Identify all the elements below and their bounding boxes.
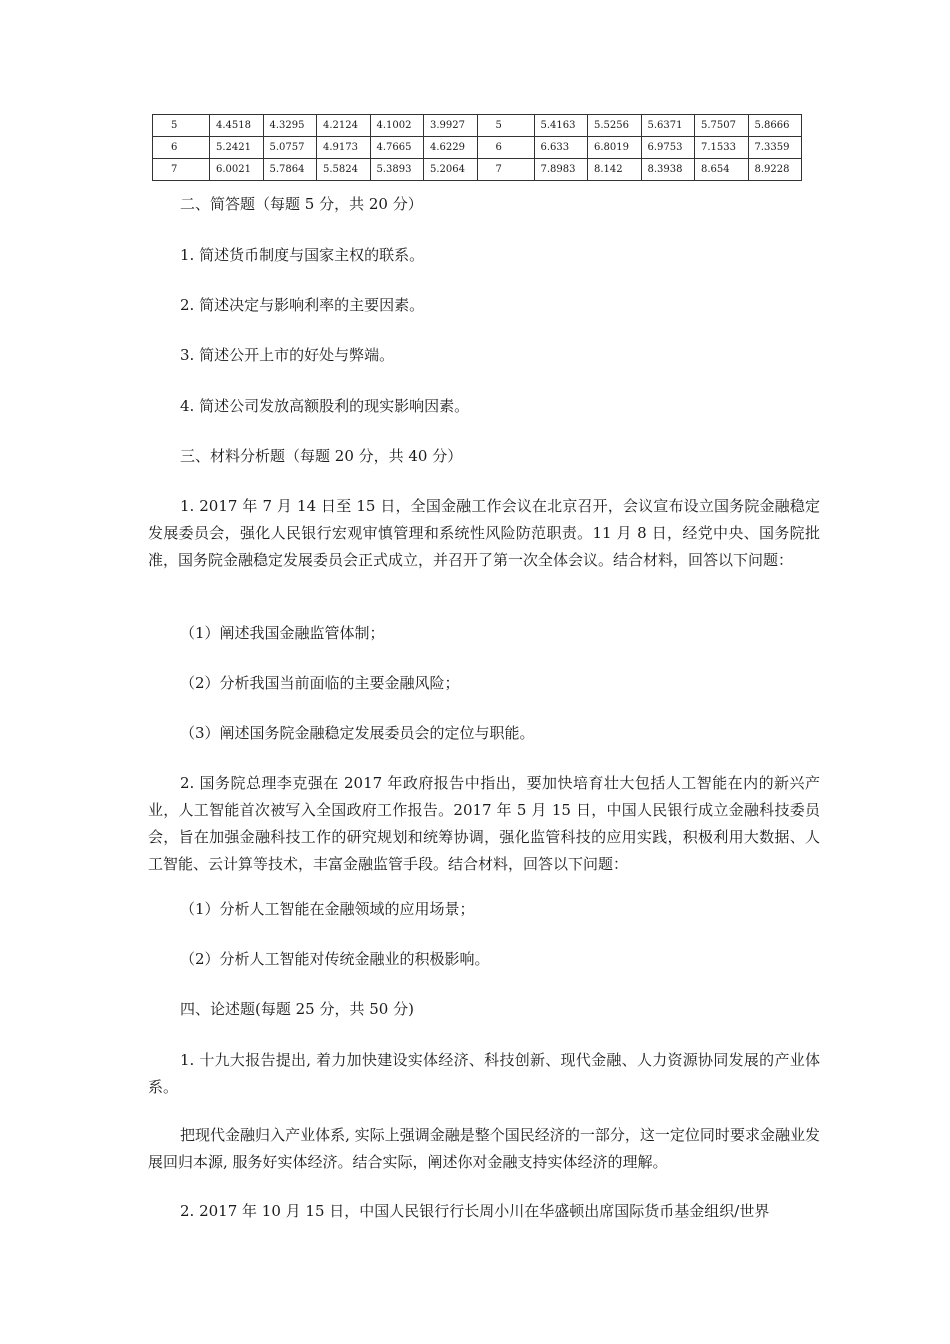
table-cell: 6.633 bbox=[534, 137, 588, 159]
material-2-subquestion-1: （1）分析人工智能在金融领域的应用场景； bbox=[180, 900, 475, 918]
table-cell: 5.5256 bbox=[588, 115, 642, 137]
table-cell: 4.1002 bbox=[370, 115, 424, 137]
table-cell: 6 bbox=[477, 137, 534, 159]
table-cell: 8.3938 bbox=[641, 159, 695, 181]
table-cell: 7.8983 bbox=[534, 159, 588, 181]
table-cell: 4.9173 bbox=[317, 137, 371, 159]
section-heading-essay: 四、论述题(每题 25 分，共 50 分) bbox=[180, 1000, 414, 1018]
factor-table bbox=[152, 114, 802, 181]
question-2: 2. 简述决定与影响利率的主要因素。 bbox=[180, 296, 425, 314]
table-cell: 8.654 bbox=[695, 159, 749, 181]
section-heading-short-answer: 二、简答题（每题 5 分，共 20 分） bbox=[180, 195, 423, 213]
table-cell: 6 bbox=[153, 137, 210, 159]
essay-1-continuation: 把现代金融归入产业体系, 实际上强调金融是整个国民经济的一部分，这一定位同时要求金融业发展回归本源, 服务好实体经济。结合实际，阐述你对金融支持实体经济的理解。 bbox=[148, 1126, 820, 1171]
table-cell: 8.142 bbox=[588, 159, 642, 181]
material-1-subquestion-2: （2）分析我国当前面临的主要金融风险； bbox=[180, 674, 460, 692]
table-cell: 5.6371 bbox=[641, 115, 695, 137]
material-2-paragraph: 2. 国务院总理李克强在 2017 年政府报告中指出，要加快培育壮大包括人工智能在内的新兴产业，人工智能首次被写入全国政府工作报告。2017 年 5 月 15 日，中国人民银行成立金融科技委员会，旨在加强金融科技工作的研究规划和统筹协调，强化监管科技的应用实践，积极利用大数据、人工智能、云计算等技术，丰富金融监管手段。结合材料，回答以下问题： bbox=[148, 774, 820, 873]
question-1: 1. 简述货币制度与国家主权的联系。 bbox=[180, 246, 425, 264]
table-cell: 5.5824 bbox=[317, 159, 371, 181]
table-cell: 5.8666 bbox=[748, 115, 802, 137]
table-cell: 5.7864 bbox=[263, 159, 317, 181]
table-cell: 8.9228 bbox=[748, 159, 802, 181]
material-1-subquestion-3: （3）阐述国务院金融稳定发展委员会的定位与职能。 bbox=[180, 724, 535, 742]
table-cell: 5 bbox=[153, 115, 210, 137]
table-row bbox=[153, 159, 802, 181]
table-cell: 4.3295 bbox=[263, 115, 317, 137]
table-cell: 4.2124 bbox=[317, 115, 371, 137]
table-row bbox=[153, 115, 802, 137]
material-1-subquestion-1: （1）阐述我国金融监管体制； bbox=[180, 624, 385, 642]
table-cell: 4.6229 bbox=[424, 137, 478, 159]
essay-2-paragraph: 2. 2017 年 10 月 15 日，中国人民银行行长周小川在华盛顿出席国际货币基金组织/世界 bbox=[180, 1202, 770, 1220]
table-cell: 5.3893 bbox=[370, 159, 424, 181]
table-cell: 7.1533 bbox=[695, 137, 749, 159]
table-cell: 5.7507 bbox=[695, 115, 749, 137]
section-heading-material-analysis: 三、材料分析题（每题 20 分，共 40 分） bbox=[180, 447, 463, 465]
table-row bbox=[153, 137, 802, 159]
table-cell: 6.9753 bbox=[641, 137, 695, 159]
table-cell: 4.7665 bbox=[370, 137, 424, 159]
table-cell: 7 bbox=[477, 159, 534, 181]
table-cell: 3.9927 bbox=[424, 115, 478, 137]
table-cell: 5.2421 bbox=[210, 137, 264, 159]
essay-1-paragraph: 1. 十九大报告提出, 着力加快建设实体经济、科技创新、现代金融、人力资源协同发展的产业体系。 bbox=[148, 1051, 820, 1096]
table-cell: 6.0021 bbox=[210, 159, 264, 181]
table-cell: 7 bbox=[153, 159, 210, 181]
material-1-paragraph: 1. 2017 年 7 月 14 日至 15 日，全国金融工作会议在北京召开，会议宣布设立国务院金融稳定发展委员会，强化人民银行宏观审慎管理和系统性风险防范职责。11 月 8 日，经党中央、国务院批准，国务院金融稳定发展委员会正式成立，并召开了第一次全体会议。结合材料，回答以下问题： bbox=[148, 497, 820, 569]
table-cell: 4.4518 bbox=[210, 115, 264, 137]
table-cell: 6.8019 bbox=[588, 137, 642, 159]
question-3: 3. 简述公开上市的好处与弊端。 bbox=[180, 346, 395, 364]
table-cell: 5.0757 bbox=[263, 137, 317, 159]
table-cell: 5.4163 bbox=[534, 115, 588, 137]
table-cell: 7.3359 bbox=[748, 137, 802, 159]
table-cell: 5 bbox=[477, 115, 534, 137]
material-2-subquestion-2: （2）分析人工智能对传统金融业的积极影响。 bbox=[180, 950, 490, 968]
table-cell: 5.2064 bbox=[424, 159, 478, 181]
question-4: 4. 简述公司发放高额股利的现实影响因素。 bbox=[180, 397, 470, 415]
